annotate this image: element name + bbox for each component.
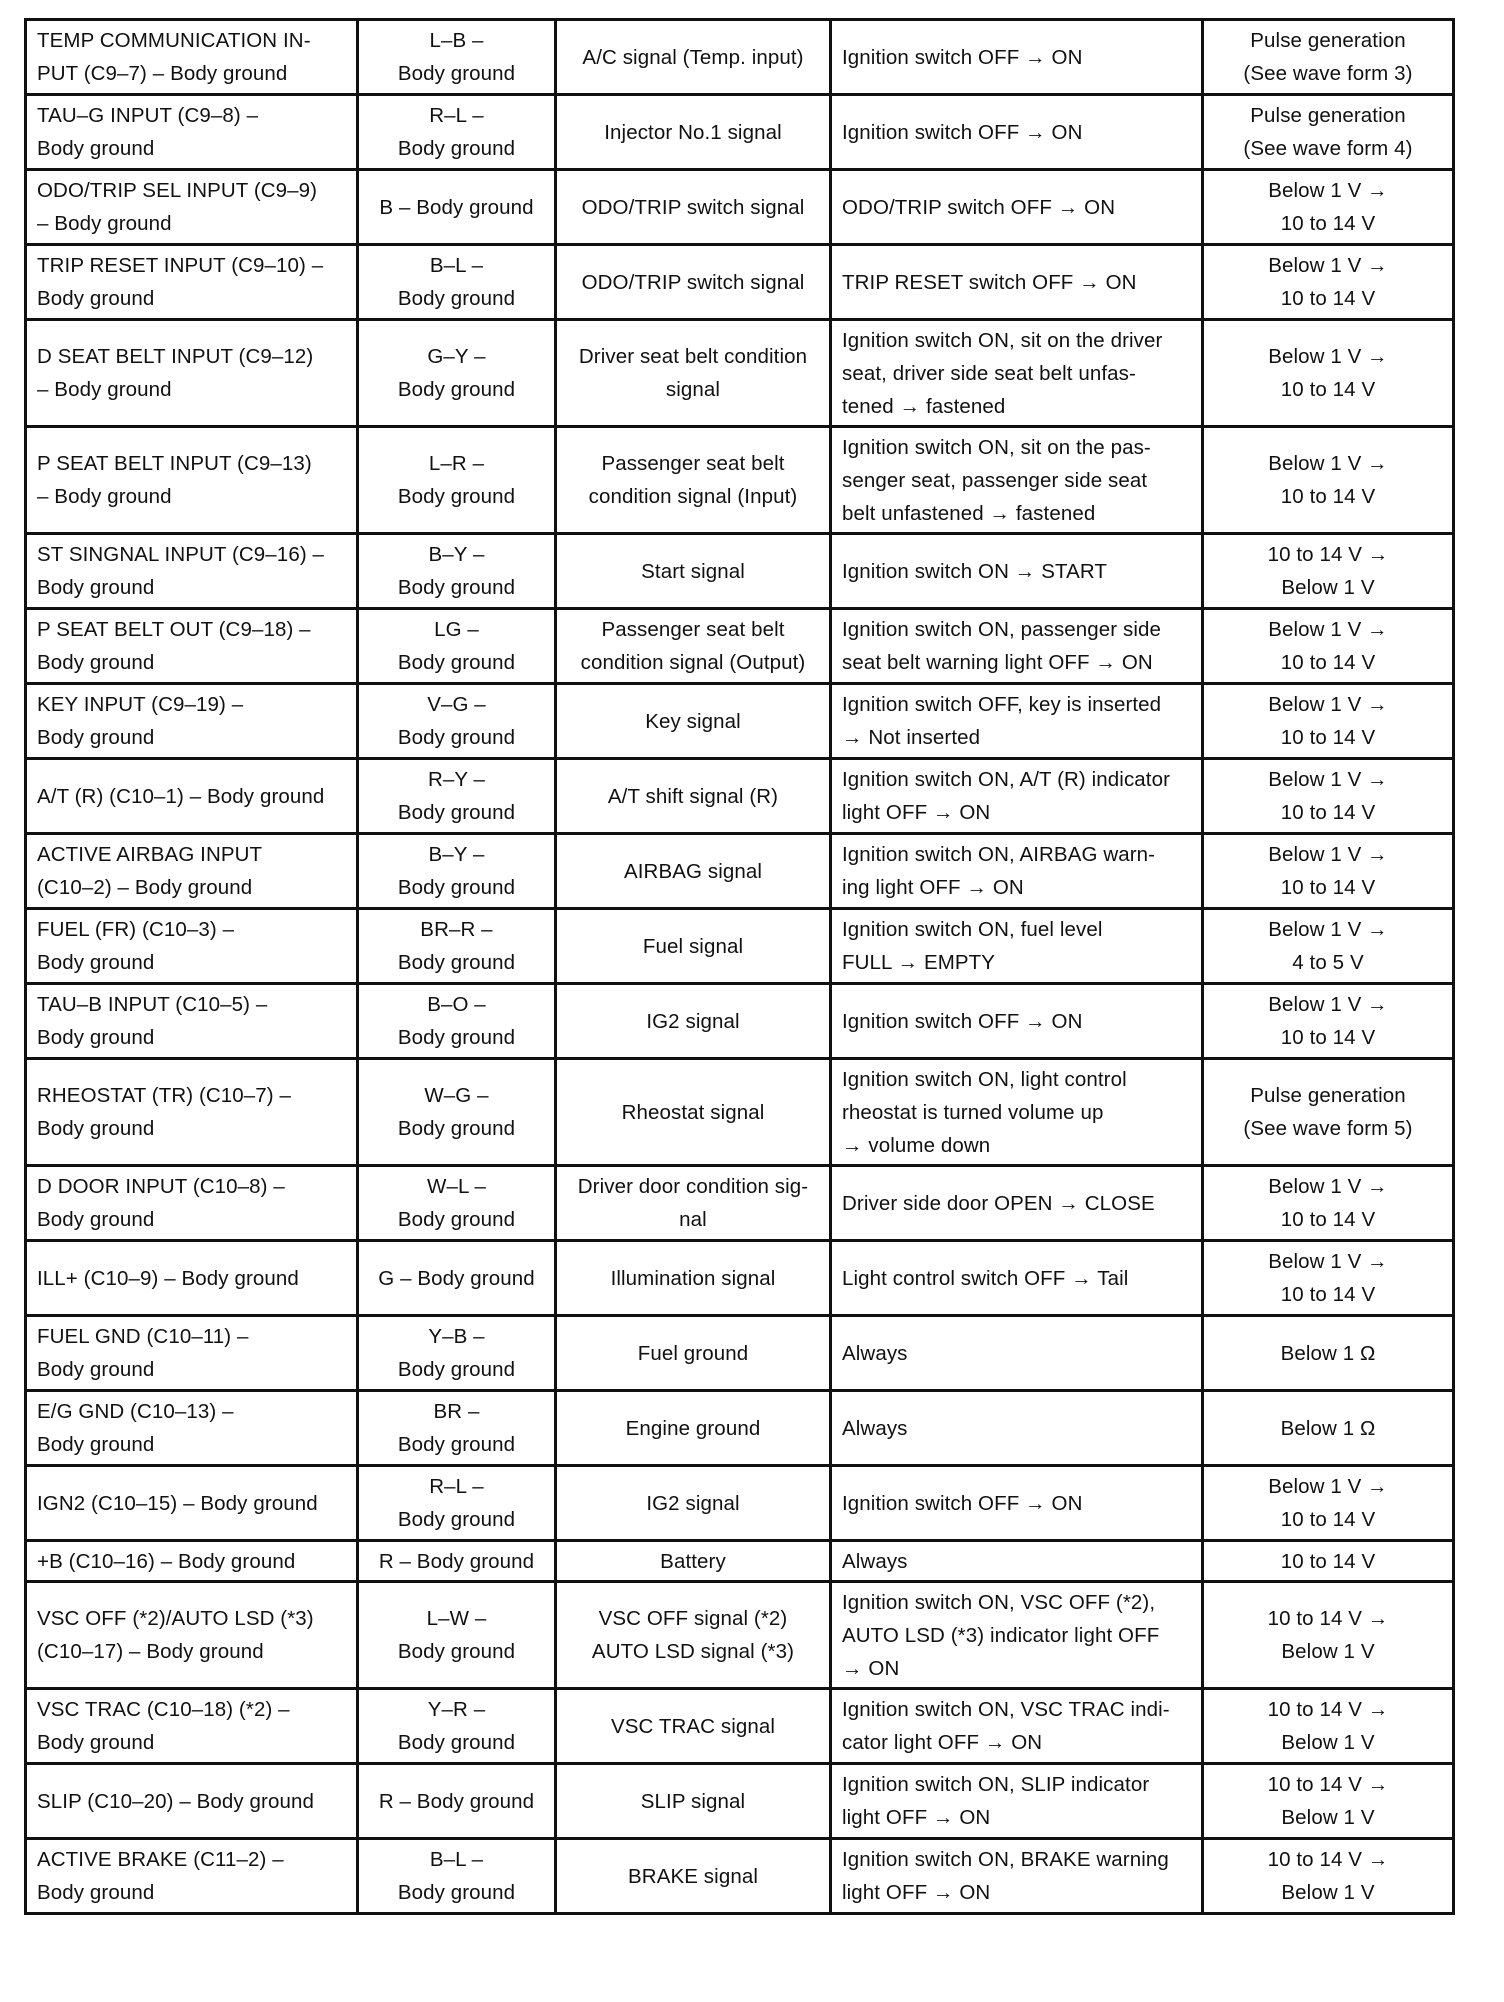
- wiring-color-cell: [358, 1391, 556, 1466]
- condition-cell-text: Ignition switch ON, fuel level FULL → EMPTY: [842, 918, 1103, 974]
- terminal-description-cell-text: ODO/TRIP switch signal: [581, 270, 805, 294]
- terminal-description-cell-text: BRAKE signal: [628, 1864, 758, 1888]
- wiring-color-cell-text: L–W – Body ground: [397, 1607, 516, 1663]
- table-row: [26, 1541, 1454, 1582]
- terminal-description-cell: [556, 1541, 831, 1582]
- table-row: [26, 1316, 1454, 1391]
- terminal-cell: [26, 684, 358, 759]
- terminal-cell-text: IGN2 (C10–15) – Body ground: [37, 1491, 318, 1515]
- terminal-description-cell: [556, 1391, 831, 1466]
- specified-condition-cell-text: Below 1 Ω: [1280, 1341, 1376, 1365]
- condition-cell-text: Ignition switch ON, BRAKE warning light OFF → ON: [842, 1848, 1169, 1904]
- wiring-color-cell-text: G – Body ground: [378, 1266, 535, 1290]
- specified-condition-cell: [1203, 534, 1454, 609]
- specified-condition-cell-text: Below 1 V → 10 to 14 V: [1268, 1250, 1388, 1306]
- specified-condition-cell: [1203, 684, 1454, 759]
- terminal-description-cell: [556, 1466, 831, 1541]
- terminal-cell: [26, 534, 358, 609]
- table-row: [26, 1241, 1454, 1316]
- condition-cell: [831, 609, 1203, 684]
- table-row: [26, 1764, 1454, 1839]
- wiring-color-cell-text: R – Body ground: [378, 1549, 535, 1573]
- terminal-description-cell-text: AIRBAG signal: [623, 859, 763, 883]
- condition-cell-text: Ignition switch OFF, key is inserted → Not inserted: [842, 693, 1162, 749]
- terminal-cell: [26, 245, 358, 320]
- condition-cell-text: Ignition switch OFF → ON: [842, 1491, 1083, 1515]
- terminal-cell: [26, 1316, 358, 1391]
- terminal-cell-text: E/G GND (C10–13) – Body ground: [37, 1400, 234, 1456]
- terminal-cell: [26, 1582, 358, 1689]
- terminal-cell-text: FUEL (FR) (C10–3) – Body ground: [37, 918, 235, 974]
- wiring-color-cell: [358, 834, 556, 909]
- condition-cell-text: Ignition switch OFF → ON: [842, 45, 1083, 69]
- specified-condition-cell-text: Below 1 V → 10 to 14 V: [1268, 693, 1388, 749]
- terminal-cell-text: RHEOSTAT (TR) (C10–7) – Body ground: [37, 1084, 292, 1140]
- terminal-description-cell: [556, 1241, 831, 1316]
- table-row: [26, 1689, 1454, 1764]
- condition-cell-text: Ignition switch ON, A/T (R) indicator light OFF → ON: [842, 768, 1171, 824]
- condition-cell: [831, 1166, 1203, 1241]
- terminal-description-cell-text: VSC OFF signal (*2) AUTO LSD signal (*3): [591, 1607, 795, 1663]
- wiring-color-cell: [358, 1059, 556, 1166]
- condition-cell-text: Always: [842, 1549, 908, 1573]
- condition-cell: [831, 759, 1203, 834]
- terminal-cell: [26, 1241, 358, 1316]
- wiring-color-cell-text: R–Y – Body ground: [397, 768, 516, 824]
- terminal-description-cell: [556, 1059, 831, 1166]
- condition-cell: [831, 1241, 1203, 1316]
- wiring-color-cell: [358, 1689, 556, 1764]
- wiring-color-cell: [358, 427, 556, 534]
- specified-condition-cell: [1203, 1466, 1454, 1541]
- condition-cell-text: Ignition switch ON, VSC TRAC indi- cator light OFF → ON: [842, 1698, 1170, 1754]
- condition-cell: [831, 1059, 1203, 1166]
- terminal-cell: [26, 1059, 358, 1166]
- terminal-description-cell-text: Battery: [660, 1549, 726, 1573]
- specified-condition-cell: [1203, 1541, 1454, 1582]
- terminal-cell-text: P SEAT BELT OUT (C9–18) – Body ground: [37, 618, 311, 674]
- terminal-cell: [26, 984, 358, 1059]
- terminal-description-cell-text: Rheostat signal: [621, 1100, 765, 1124]
- wiring-color-cell-text: B–L – Body ground: [397, 254, 516, 310]
- terminal-description-cell: [556, 759, 831, 834]
- terminal-specification-table: [24, 18, 1455, 1915]
- condition-cell: [831, 1466, 1203, 1541]
- wiring-color-cell-text: L–R – Body ground: [397, 452, 516, 508]
- terminal-cell-text: D DOOR INPUT (C10–8) – Body ground: [37, 1175, 285, 1231]
- table-row: [26, 1466, 1454, 1541]
- terminal-cell-text: ST SINGNAL INPUT (C9–16) – Body ground: [37, 543, 325, 599]
- condition-cell-text: ODO/TRIP switch OFF → ON: [842, 195, 1116, 219]
- terminal-description-cell-text: Fuel ground: [637, 1341, 749, 1365]
- condition-cell: [831, 1391, 1203, 1466]
- condition-cell: [831, 534, 1203, 609]
- terminal-description-cell: [556, 245, 831, 320]
- terminal-description-cell-text: A/T shift signal (R): [607, 784, 779, 808]
- specified-condition-cell: [1203, 1241, 1454, 1316]
- specified-condition-cell: [1203, 95, 1454, 170]
- table-row: [26, 534, 1454, 609]
- wiring-color-cell: [358, 1582, 556, 1689]
- terminal-cell-text: D SEAT BELT INPUT (C9–12) – Body ground: [37, 345, 314, 401]
- condition-cell-text: Ignition switch ON, VSC OFF (*2), AUTO LSD (*3) indicator light OFF → ON: [842, 1590, 1160, 1680]
- table-row: [26, 684, 1454, 759]
- terminal-description-cell-text: Fuel signal: [642, 934, 744, 958]
- terminal-cell: [26, 834, 358, 909]
- terminal-cell: [26, 1839, 358, 1914]
- terminal-cell-text: VSC OFF (*2)/AUTO LSD (*3) (C10–17) – Body ground: [37, 1607, 314, 1663]
- terminal-description-cell-text: Injector No.1 signal: [604, 120, 782, 144]
- terminal-cell: [26, 609, 358, 684]
- condition-cell-text: Ignition switch ON → START: [842, 559, 1107, 583]
- specified-condition-cell: [1203, 1839, 1454, 1914]
- specified-condition-cell: [1203, 170, 1454, 245]
- condition-cell-text: Ignition switch ON, AIRBAG warn- ing light OFF → ON: [842, 843, 1156, 899]
- specified-condition-cell: [1203, 320, 1454, 427]
- specified-condition-cell-text: 10 to 14 V → Below 1 V: [1267, 1848, 1389, 1904]
- condition-cell: [831, 427, 1203, 534]
- wiring-color-cell: [358, 1316, 556, 1391]
- terminal-cell: [26, 427, 358, 534]
- table-row: [26, 609, 1454, 684]
- terminal-description-cell-text: Passenger seat belt condition signal (Output): [580, 618, 806, 674]
- wiring-color-cell: [358, 684, 556, 759]
- condition-cell-text: Ignition switch ON, light control rheostat is turned volume up → volume down: [842, 1067, 1127, 1157]
- wiring-color-cell: [358, 984, 556, 1059]
- terminal-cell-text: SLIP (C10–20) – Body ground: [37, 1789, 314, 1813]
- wiring-color-cell: [358, 1166, 556, 1241]
- terminal-cell: [26, 1689, 358, 1764]
- table-row: [26, 1166, 1454, 1241]
- terminal-cell-text: VSC TRAC (C10–18) (*2) – Body ground: [37, 1698, 290, 1754]
- terminal-cell: [26, 909, 358, 984]
- condition-cell-text: Ignition switch ON, passenger side seat belt warning light OFF → ON: [842, 618, 1162, 674]
- terminal-description-cell: [556, 1316, 831, 1391]
- terminal-cell-text: +B (C10–16) – Body ground: [37, 1549, 296, 1573]
- specified-condition-cell: [1203, 20, 1454, 95]
- specified-condition-cell-text: Below 1 Ω: [1280, 1416, 1376, 1440]
- terminal-description-cell: [556, 95, 831, 170]
- terminal-description-cell: [556, 1166, 831, 1241]
- terminal-description-cell: [556, 609, 831, 684]
- table-row: [26, 1391, 1454, 1466]
- specified-condition-cell-text: Below 1 V → 4 to 5 V: [1268, 918, 1388, 974]
- terminal-cell: [26, 1764, 358, 1839]
- specified-condition-cell-text: Below 1 V → 10 to 14 V: [1268, 254, 1388, 310]
- table-row: [26, 1839, 1454, 1914]
- condition-cell: [831, 170, 1203, 245]
- wiring-color-cell: [358, 95, 556, 170]
- wiring-color-cell-text: B–Y – Body ground: [397, 843, 516, 899]
- specified-condition-cell: [1203, 1582, 1454, 1689]
- wiring-color-cell: [358, 20, 556, 95]
- table-row: [26, 427, 1454, 534]
- terminal-cell: [26, 320, 358, 427]
- specified-condition-cell: [1203, 245, 1454, 320]
- terminal-description-cell-text: SLIP signal: [640, 1789, 746, 1813]
- specified-condition-cell-text: 10 to 14 V → Below 1 V: [1267, 1698, 1389, 1754]
- specified-condition-cell: [1203, 1391, 1454, 1466]
- table-row: [26, 170, 1454, 245]
- wiring-color-cell-text: Y–B – Body ground: [397, 1325, 516, 1381]
- terminal-cell-text: A/T (R) (C10–1) – Body ground: [37, 784, 325, 808]
- terminal-description-cell: [556, 534, 831, 609]
- condition-cell: [831, 1316, 1203, 1391]
- terminal-cell: [26, 759, 358, 834]
- specified-condition-cell-text: Below 1 V → 10 to 14 V: [1268, 993, 1388, 1049]
- specified-condition-cell-text: Below 1 V → 10 to 14 V: [1268, 1175, 1388, 1231]
- table-row: [26, 834, 1454, 909]
- terminal-description-cell: [556, 1582, 831, 1689]
- table-row: [26, 1582, 1454, 1689]
- specified-condition-cell: [1203, 1059, 1454, 1166]
- terminal-description-cell-text: Key signal: [645, 709, 741, 733]
- terminal-cell-text: KEY INPUT (C9–19) – Body ground: [37, 693, 244, 749]
- terminal-cell-text: ACTIVE AIRBAG INPUT (C10–2) – Body ground: [37, 843, 263, 899]
- specified-condition-cell: [1203, 759, 1454, 834]
- condition-cell: [831, 684, 1203, 759]
- wiring-color-cell-text: B–O – Body ground: [397, 993, 516, 1049]
- terminal-cell-text: TAU–G INPUT (C9–8) – Body ground: [37, 104, 259, 160]
- specified-condition-cell: [1203, 909, 1454, 984]
- terminal-description-cell: [556, 170, 831, 245]
- condition-cell-text: Ignition switch ON, sit on the driver seat, driver side seat belt unfas- tened → fastened: [842, 328, 1163, 418]
- wiring-color-cell-text: V–G – Body ground: [397, 693, 516, 749]
- terminal-description-cell-text: ODO/TRIP switch signal: [581, 195, 805, 219]
- condition-cell: [831, 909, 1203, 984]
- terminal-description-cell: [556, 909, 831, 984]
- wiring-color-cell-text: W–L – Body ground: [397, 1175, 516, 1231]
- specified-condition-cell: [1203, 1316, 1454, 1391]
- terminal-description-cell: [556, 1839, 831, 1914]
- condition-cell: [831, 1689, 1203, 1764]
- terminal-description-cell-text: Start signal: [641, 559, 745, 583]
- terminal-description-cell-text: Driver seat belt condition signal: [578, 345, 808, 401]
- terminal-description-cell: [556, 834, 831, 909]
- wiring-color-cell: [358, 170, 556, 245]
- table-row: [26, 95, 1454, 170]
- specified-condition-cell-text: 10 to 14 V → Below 1 V: [1267, 543, 1389, 599]
- table-row: [26, 245, 1454, 320]
- wiring-color-cell: [358, 609, 556, 684]
- wiring-color-cell-text: BR – Body ground: [397, 1400, 516, 1456]
- condition-cell: [831, 320, 1203, 427]
- specified-condition-cell: [1203, 427, 1454, 534]
- wiring-color-cell: [358, 245, 556, 320]
- terminal-description-cell: [556, 20, 831, 95]
- terminal-cell-text: P SEAT BELT INPUT (C9–13) – Body ground: [37, 452, 312, 508]
- table-row: [26, 909, 1454, 984]
- terminal-description-cell: [556, 984, 831, 1059]
- terminal-cell: [26, 1466, 358, 1541]
- wiring-color-cell-text: B–L – Body ground: [397, 1848, 516, 1904]
- terminal-cell-text: FUEL GND (C10–11) – Body ground: [37, 1325, 249, 1381]
- condition-cell-text: Light control switch OFF → Tail: [842, 1266, 1129, 1290]
- terminal-description-cell-text: IG2 signal: [646, 1491, 740, 1515]
- condition-cell: [831, 1839, 1203, 1914]
- specified-condition-cell-text: Pulse generation (See wave form 4): [1243, 104, 1413, 160]
- table-row: [26, 320, 1454, 427]
- specified-condition-cell-text: 10 to 14 V → Below 1 V: [1267, 1773, 1389, 1829]
- condition-cell: [831, 95, 1203, 170]
- terminal-cell-text: ILL+ (C10–9) – Body ground: [37, 1266, 299, 1290]
- condition-cell-text: Ignition switch OFF → ON: [842, 1009, 1083, 1033]
- wiring-color-cell: [358, 1764, 556, 1839]
- terminal-description-cell-text: Driver door condition sig- nal: [577, 1175, 809, 1231]
- specified-condition-cell: [1203, 1689, 1454, 1764]
- terminal-cell-text: TAU–B INPUT (C10–5) – Body ground: [37, 993, 268, 1049]
- condition-cell: [831, 1582, 1203, 1689]
- wiring-color-cell-text: B – Body ground: [379, 195, 534, 219]
- terminal-description-cell-text: IG2 signal: [646, 1009, 740, 1033]
- wiring-color-cell: [358, 534, 556, 609]
- condition-cell: [831, 1541, 1203, 1582]
- terminal-description-cell: [556, 320, 831, 427]
- wiring-color-cell: [358, 1541, 556, 1582]
- condition-cell: [831, 834, 1203, 909]
- table-body: [26, 20, 1454, 1914]
- terminal-description-cell-text: Engine ground: [625, 1416, 761, 1440]
- condition-cell-text: Ignition switch ON, SLIP indicator light OFF → ON: [842, 1773, 1150, 1829]
- table-row: [26, 984, 1454, 1059]
- wiring-color-cell-text: BR–R – Body ground: [397, 918, 516, 974]
- specified-condition-cell: [1203, 984, 1454, 1059]
- specified-condition-cell: [1203, 834, 1454, 909]
- specified-condition-cell-text: Below 1 V → 10 to 14 V: [1268, 768, 1388, 824]
- specified-condition-cell: [1203, 1166, 1454, 1241]
- condition-cell: [831, 20, 1203, 95]
- wiring-color-cell-text: R–L – Body ground: [397, 1475, 516, 1531]
- wiring-color-cell-text: G–Y – Body ground: [397, 345, 516, 401]
- terminal-description-cell-text: Illumination signal: [610, 1266, 776, 1290]
- specified-condition-cell-text: Pulse generation (See wave form 3): [1243, 29, 1413, 85]
- wiring-color-cell-text: Y–R – Body ground: [397, 1698, 516, 1754]
- wiring-color-cell: [358, 1466, 556, 1541]
- condition-cell-text: Always: [842, 1341, 908, 1365]
- condition-cell-text: Always: [842, 1416, 908, 1440]
- wiring-color-cell: [358, 759, 556, 834]
- condition-cell-text: TRIP RESET switch OFF → ON: [842, 270, 1137, 294]
- specified-condition-cell: [1203, 609, 1454, 684]
- condition-cell-text: Ignition switch ON, sit on the pas- senger seat, passenger side seat belt unfastened → fastened: [842, 435, 1151, 525]
- wiring-color-cell-text: LG – Body ground: [397, 618, 516, 674]
- terminal-description-cell: [556, 684, 831, 759]
- condition-cell-text: Ignition switch OFF → ON: [842, 120, 1083, 144]
- specified-condition-cell-text: Below 1 V → 10 to 14 V: [1268, 179, 1388, 235]
- terminal-cell: [26, 20, 358, 95]
- wiring-color-cell: [358, 320, 556, 427]
- terminal-cell-text: TRIP RESET INPUT (C9–10) – Body ground: [37, 254, 324, 310]
- terminal-cell: [26, 170, 358, 245]
- terminal-description-cell: [556, 1689, 831, 1764]
- specified-condition-cell-text: 10 to 14 V: [1280, 1549, 1376, 1573]
- terminal-description-cell-text: A/C signal (Temp. input): [582, 45, 804, 69]
- terminal-description-cell: [556, 427, 831, 534]
- condition-cell: [831, 245, 1203, 320]
- specified-condition-cell-text: 10 to 14 V → Below 1 V: [1267, 1607, 1389, 1663]
- wiring-color-cell-text: R – Body ground: [378, 1789, 535, 1813]
- terminal-cell: [26, 1541, 358, 1582]
- terminal-description-cell-text: Passenger seat belt condition signal (Input): [588, 452, 798, 508]
- terminal-cell: [26, 1391, 358, 1466]
- specified-condition-cell-text: Below 1 V → 10 to 14 V: [1268, 345, 1388, 401]
- wiring-color-cell: [358, 1839, 556, 1914]
- specified-condition-cell-text: Below 1 V → 10 to 14 V: [1268, 618, 1388, 674]
- specified-condition-cell-text: Pulse generation (See wave form 5): [1243, 1084, 1413, 1140]
- terminal-cell-text: TEMP COMMUNICATION IN- PUT (C9–7) – Body ground: [37, 29, 311, 85]
- condition-cell: [831, 1764, 1203, 1839]
- wiring-color-cell-text: L–B – Body ground: [397, 29, 516, 85]
- specified-condition-cell-text: Below 1 V → 10 to 14 V: [1268, 452, 1388, 508]
- wiring-color-cell: [358, 1241, 556, 1316]
- condition-cell-text: Driver side door OPEN → CLOSE: [842, 1191, 1155, 1215]
- specified-condition-cell: [1203, 1764, 1454, 1839]
- terminal-description-cell: [556, 1764, 831, 1839]
- condition-cell: [831, 984, 1203, 1059]
- wiring-color-cell-text: W–G – Body ground: [397, 1084, 516, 1140]
- wiring-color-cell: [358, 909, 556, 984]
- terminal-cell-text: ACTIVE BRAKE (C11–2) – Body ground: [37, 1848, 284, 1904]
- table-row: [26, 759, 1454, 834]
- specified-condition-cell-text: Below 1 V → 10 to 14 V: [1268, 1475, 1388, 1531]
- terminal-cell: [26, 1166, 358, 1241]
- wiring-color-cell-text: R–L – Body ground: [397, 104, 516, 160]
- table-row: [26, 1059, 1454, 1166]
- terminal-cell: [26, 95, 358, 170]
- specified-condition-cell-text: Below 1 V → 10 to 14 V: [1268, 843, 1388, 899]
- terminal-cell-text: ODO/TRIP SEL INPUT (C9–9) – Body ground: [37, 179, 318, 235]
- wiring-color-cell-text: B–Y – Body ground: [397, 543, 516, 599]
- table-row: [26, 20, 1454, 95]
- terminal-description-cell-text: VSC TRAC signal: [610, 1714, 776, 1738]
